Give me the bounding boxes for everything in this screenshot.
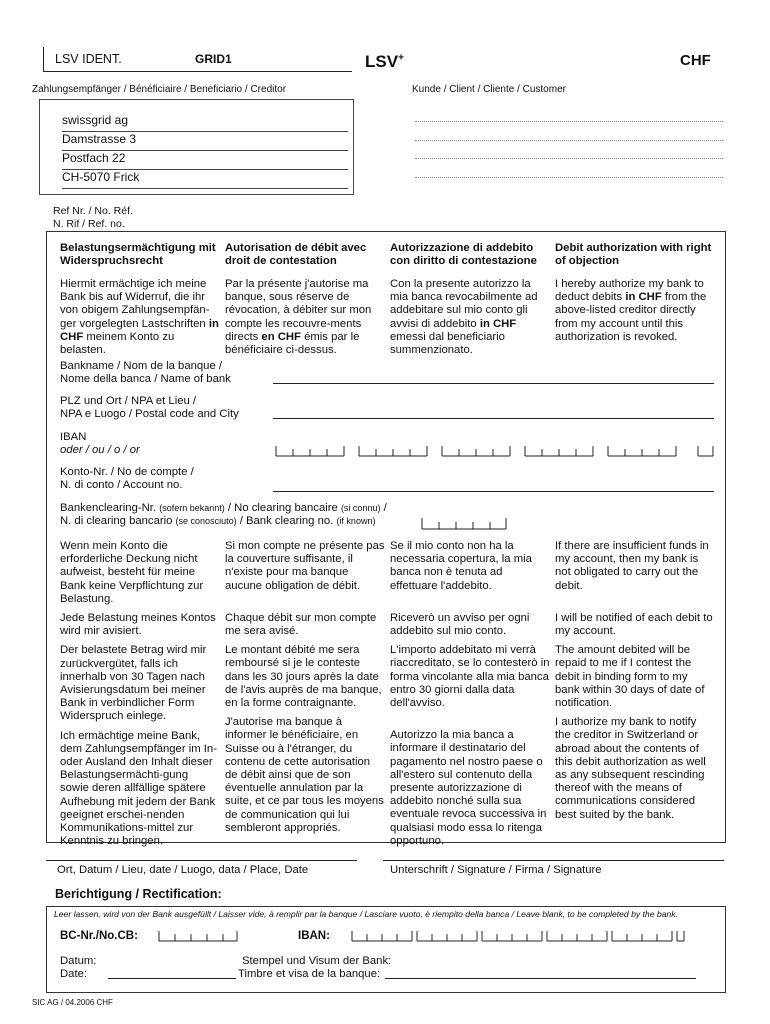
rect-stamp-label: Stempel und Visum der Bank: Timbre et visa de la banque: [238, 955, 392, 981]
postal-code-label: PLZ und Ort / NPA et Lieu / NPA e Luogo / Postal code and City [60, 395, 239, 421]
auth-heading-fr: Autorisation de débit avec droit de contestation [225, 242, 367, 268]
rect-stamp-field[interactable] [385, 978, 696, 979]
rect-iban-field[interactable] [350, 928, 686, 942]
signature-field[interactable] [383, 860, 724, 861]
bc-number-label: BC-Nr./No.CB: [60, 930, 138, 942]
creditor-label: Zahlungsempfänger / Bénéficiaire / Beneficiario / Creditor [32, 84, 287, 95]
bank-name-label: Bankname / Nom de la banque / Nome della banca / Name of bank [60, 360, 231, 386]
auth-heading-de: Belastungsermächtigung mit Widerspruchsrecht [60, 242, 216, 268]
signature-label: Unterschrift / Signature / Firma / Signature [390, 864, 602, 876]
rect-date-field[interactable] [108, 978, 236, 979]
auth-heading-en: Debit authorization with right of objection [555, 242, 712, 268]
lsv-ident-label: LSV IDENT. [55, 52, 122, 66]
clearing-field[interactable] [420, 514, 510, 530]
customer-line-1[interactable] [415, 121, 723, 122]
ref-line-1: Ref Nr. / No. Réf. [53, 205, 133, 217]
creditor-address [62, 113, 348, 189]
customer-line-2[interactable] [415, 140, 723, 141]
conditions-it: Se il mio conto non ha la necessaria copertura, la mia banca non è tenuta ad effettuare l'addebito. Riceverò un avviso per ogni addebito sul mio conto. L'importo addebitato mi verrà riaccreditato, se lo contesterò in forma vincolante alla mia banca entro 30 giorni dalla data dell'avviso. Autorizzo la mia banca a informare il destinatario del pagamento nel nostro paese o all'estero sul contenuto della presente autorizzazione di addebito nonché sulla sua eventuale revoca successiva in qualsiasi modo essa lo ritenga opportuno. [390, 540, 550, 847]
bc-number-field[interactable] [157, 928, 241, 942]
auth-text-fr: Par la présente j'autorise ma banque, sous réserve de révocation, à débiter sur mon compte les recouvre-ments directs en CHF émis par le bénéficiaire ci-dessus. [225, 278, 372, 357]
place-date-label: Ort, Datum / Lieu, date / Luogo, data / Place, Date [57, 864, 309, 876]
creditor-line-3: Postfach 22 [62, 151, 348, 170]
form-title: LSV+ [365, 52, 404, 71]
rect-iban-label: IBAN: [298, 930, 330, 942]
auth-text-it: Con la presente autorizzo la mia banca revocabilmente ad addebitare sul mio conto gli avvisi di addebito in CHF emessi dal beneficiario summenzionato. [390, 278, 538, 357]
iban-label: IBAN oder / ou / o / or [60, 431, 140, 457]
lsv-ident-value: GRID1 [195, 52, 232, 66]
conditions-de: Wenn mein Konto die erforderliche Deckung nicht aufweist, besteht für meine Bank keine Verpflichtung zur Belastung. Jede Belastung meines Kontos wird mir avisiert. Der belastete Betrag wird mir zurückvergütet, falls ich innerhalb von 30 Tagen nach Avisierungsdatum bei meiner Bank in verbindlicher Form Widerspruch einlege. Ich ermächtige meine Bank, dem Zahlungsempfänger im In- oder Ausland den Inhalt dieser Belastungsermächti-gung sowie deren allfällige spätere Aufhebung mit jedem der Bank geeignet erschei-nenden Kommunikations-mittel zur Kenntnis zu bringen. [60, 540, 217, 848]
customer-line-4[interactable] [415, 177, 723, 178]
bc-tick-boxes [157, 928, 241, 942]
currency-label: CHF [680, 52, 711, 69]
auth-text-en: I hereby authorize my bank to deduct debits in CHF from the above-listed creditor directly from my account until this authorization is revoked. [555, 278, 707, 343]
ref-line-2: N. Rif / Ref. no. [53, 217, 125, 230]
customer-line-3[interactable] [415, 158, 723, 159]
account-number-label: Konto-Nr. / No de compte / N. di conto / Account no. [60, 466, 194, 492]
ref-number [53, 205, 133, 230]
rectification-title: Berichtigung / Rectification: [55, 887, 222, 901]
creditor-line-4: CH-5070 Frick [62, 170, 348, 189]
clearing-label: Bankenclearing-Nr. (sofern bekannt) / No clearing bancaire (si connu) / N. di clearing bancario (se conosciuto) / Bank clearing no. (if known) [60, 502, 387, 528]
iban-tick-boxes [273, 441, 714, 457]
rect-datum-label: Datum: Date: [60, 955, 97, 981]
creditor-line-1: swissgrid ag [62, 113, 348, 132]
footer-code: SIC AG / 04.2006 CHF [32, 998, 113, 1007]
rect-iban-tick-boxes [350, 928, 686, 942]
auth-text-de: Hiermit ermächtige ich meine Bank bis auf Widerruf, die ihr von obigem Zahlungsempfän-ger vorgelegten Lastschriften in CHF meinem Konto zu belasten. [60, 278, 219, 357]
customer-label: Kunde / Client / Cliente / Customer [412, 84, 566, 95]
conditions-en: If there are insufficient funds in my account, then my bank is not obligated to carry out the debit. I will be notified of each debit to my account. The amount debited will be repaid to me if I contest the debit in binding form to my bank within 30 days of date of notification. I authorize my bank to notify the creditor in Switzerland or abroad about the contents of this debit authorization as well as any subsequent rescinding thereof with the means of communications considered best suited by the bank. [555, 540, 713, 821]
bank-name-field[interactable] [273, 383, 714, 384]
auth-heading-it: Autorizzazione di addebito con diritto di contestazione [390, 242, 537, 268]
iban-field[interactable] [273, 441, 714, 457]
creditor-line-2: Damstrasse 3 [62, 132, 348, 151]
rectification-note: Leer lassen, wird von der Bank ausgefüllt / Laisser vide, à remplir par la banque / Lasciare vuoto, è riempito della banca / Leave blank, to be completed by the bank. [54, 909, 678, 919]
conditions-fr: Si mon compte ne présente pas la couverture suffisante, il n'existe pour ma banque aucune obligation de débit. Chaque débit sur mon compte me sera avisé. Le montant débité me sera remboursé si je le conteste dans les 30 jours après la date de l'avis auprès de ma banque, en la forme contraignante. J'autorise ma banque à informer le bénéficiaire, en Suisse ou à l'étranger, du contenu de cette autorisation de débit ainsi que de son éventuelle annulation par la suite, et ce par tous les moyens de communication qui lui sembleront appropriés. [225, 540, 385, 834]
place-date-field[interactable] [46, 860, 357, 861]
account-number-field[interactable] [273, 491, 714, 492]
clearing-tick-boxes [420, 514, 510, 530]
postal-code-field[interactable] [273, 418, 714, 419]
